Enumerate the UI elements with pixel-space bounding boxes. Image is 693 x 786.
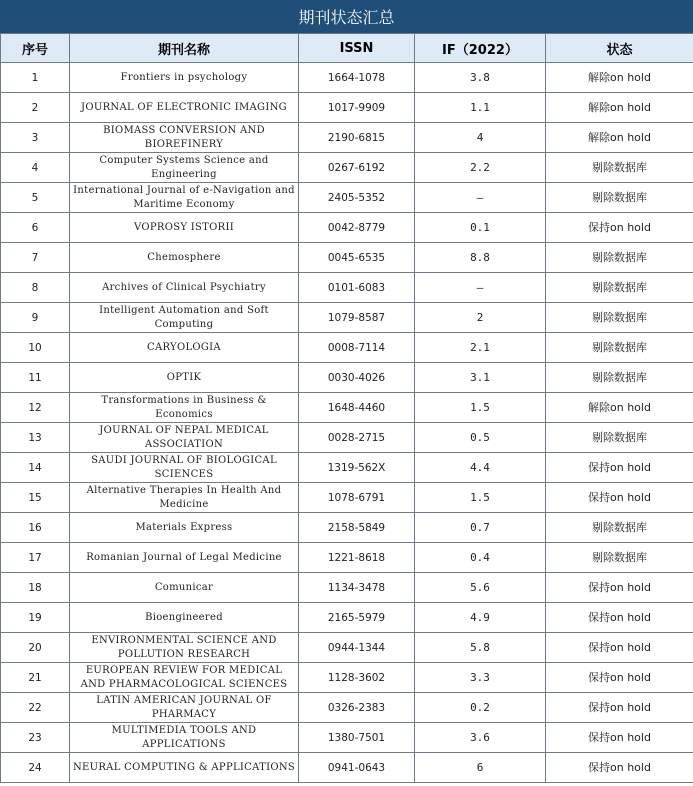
- table-row: [1, 213, 693, 243]
- journal-name: Intelligent Automation and Soft Computing: [70, 303, 299, 333]
- journal-name: Bioengineered: [70, 603, 299, 633]
- impact-factor: 1.1: [415, 93, 546, 123]
- journal-status: 剔除数据库: [546, 183, 693, 213]
- journal-status: 保持on hold: [546, 693, 693, 723]
- impact-factor: 6: [415, 753, 546, 783]
- impact-factor: —: [415, 183, 546, 213]
- journal-issn: 1128-3602: [299, 663, 415, 693]
- row-number: 23: [1, 723, 70, 753]
- table-row: [1, 663, 693, 693]
- journal-name: JOURNAL OF NEPAL MEDICAL ASSOCIATION: [70, 423, 299, 453]
- journal-issn: 1079-8587: [299, 303, 415, 333]
- journal-name: Romanian Journal of Legal Medicine: [70, 543, 299, 573]
- row-number: 18: [1, 573, 70, 603]
- journal-issn: 1221-8618: [299, 543, 415, 573]
- journal-issn: 1134-3478: [299, 573, 415, 603]
- journal-status: 剔除数据库: [546, 513, 693, 543]
- row-number: 15: [1, 483, 70, 513]
- journal-name: EUROPEAN REVIEW FOR MEDICAL AND PHARMACOLOGICAL SCIENCES: [70, 663, 299, 693]
- journal-issn: 0944-1344: [299, 633, 415, 663]
- journal-status: 保持on hold: [546, 603, 693, 633]
- journal-name: Alternative Therapies In Health And Medicine: [70, 483, 299, 513]
- journal-status: 保持on hold: [546, 453, 693, 483]
- journal-issn: 1664-1078: [299, 63, 415, 93]
- row-number: 6: [1, 213, 70, 243]
- journal-name: Archives of Clinical Psychiatry: [70, 273, 299, 303]
- table-row: [1, 363, 693, 393]
- row-number: 1: [1, 63, 70, 93]
- journal-status: 解除on hold: [546, 123, 693, 153]
- journal-status: 保持on hold: [546, 753, 693, 783]
- header-name: 期刊名称: [70, 34, 299, 63]
- table-row: [1, 183, 693, 213]
- journal-name: Transformations in Business & Economics: [70, 393, 299, 423]
- journal-status: 剔除数据库: [546, 243, 693, 273]
- table-row: [1, 243, 693, 273]
- row-number: 19: [1, 603, 70, 633]
- journal-issn: 2165-5979: [299, 603, 415, 633]
- row-number: 17: [1, 543, 70, 573]
- impact-factor: 2.2: [415, 153, 546, 183]
- row-number: 8: [1, 273, 70, 303]
- row-number: 20: [1, 633, 70, 663]
- row-number: 11: [1, 363, 70, 393]
- journal-status: 保持on hold: [546, 723, 693, 753]
- journal-issn: 0267-6192: [299, 153, 415, 183]
- header-status: 状态: [546, 34, 693, 63]
- impact-factor: 5.8: [415, 633, 546, 663]
- journal-status: 保持on hold: [546, 213, 693, 243]
- header-row: [1, 34, 693, 63]
- impact-factor: 0.2: [415, 693, 546, 723]
- impact-factor: 4.4: [415, 453, 546, 483]
- row-number: 16: [1, 513, 70, 543]
- journal-name: Computer Systems Science and Engineering: [70, 153, 299, 183]
- journal-name: JOURNAL OF ELECTRONIC IMAGING: [70, 93, 299, 123]
- row-number: 7: [1, 243, 70, 273]
- journal-status: 剔除数据库: [546, 273, 693, 303]
- journal-status: 剔除数据库: [546, 153, 693, 183]
- journal-name: CARYOLOGIA: [70, 333, 299, 363]
- impact-factor: 5.6: [415, 573, 546, 603]
- impact-factor: 1.5: [415, 393, 546, 423]
- journal-issn: 0030-4026: [299, 363, 415, 393]
- table-row: [1, 153, 693, 183]
- journal-status: 剔除数据库: [546, 423, 693, 453]
- table-row: [1, 693, 693, 723]
- row-number: 21: [1, 663, 70, 693]
- impact-factor: 0.5: [415, 423, 546, 453]
- table-row: [1, 303, 693, 333]
- row-number: 4: [1, 153, 70, 183]
- journal-issn: 1017-9909: [299, 93, 415, 123]
- journal-name: VOPROSY ISTORII: [70, 213, 299, 243]
- journal-status: 解除on hold: [546, 93, 693, 123]
- journal-issn: 2405-5352: [299, 183, 415, 213]
- row-number: 9: [1, 303, 70, 333]
- journal-status: 解除on hold: [546, 63, 693, 93]
- journal-name: Chemosphere: [70, 243, 299, 273]
- journal-name: OPTIK: [70, 363, 299, 393]
- journal-issn: 0941-0643: [299, 753, 415, 783]
- journal-issn: 2158-5849: [299, 513, 415, 543]
- journal-status: 保持on hold: [546, 573, 693, 603]
- journal-issn: 2190-6815: [299, 123, 415, 153]
- journal-status: 解除on hold: [546, 393, 693, 423]
- impact-factor: 2: [415, 303, 546, 333]
- table-row: [1, 603, 693, 633]
- journal-status: 保持on hold: [546, 633, 693, 663]
- journal-name: Frontiers in psychology: [70, 63, 299, 93]
- row-number: 13: [1, 423, 70, 453]
- table-row: [1, 453, 693, 483]
- table-row: [1, 333, 693, 363]
- table-row: [1, 63, 693, 93]
- impact-factor: 8.8: [415, 243, 546, 273]
- journal-name: International Journal of e-Navigation and Maritime Economy: [70, 183, 299, 213]
- table-row: [1, 573, 693, 603]
- row-number: 14: [1, 453, 70, 483]
- table-row: [1, 543, 693, 573]
- journal-issn: 0326-2383: [299, 693, 415, 723]
- table-row: [1, 483, 693, 513]
- header-no: 序号: [1, 34, 70, 63]
- journal-name: SAUDI JOURNAL OF BIOLOGICAL SCIENCES: [70, 453, 299, 483]
- table-row: [1, 93, 693, 123]
- impact-factor: —: [415, 273, 546, 303]
- table-row: [1, 633, 693, 663]
- impact-factor: 0.4: [415, 543, 546, 573]
- header-if: IF（2022）: [415, 34, 546, 63]
- journal-issn: 0101-6083: [299, 273, 415, 303]
- impact-factor: 2.1: [415, 333, 546, 363]
- row-number: 22: [1, 693, 70, 723]
- journal-status: 保持on hold: [546, 483, 693, 513]
- journal-status: 剔除数据库: [546, 333, 693, 363]
- journal-name: Comunicar: [70, 573, 299, 603]
- row-number: 10: [1, 333, 70, 363]
- row-number: 24: [1, 753, 70, 783]
- journal-name: Materials Express: [70, 513, 299, 543]
- table-row: [1, 123, 693, 153]
- journal-status: 剔除数据库: [546, 363, 693, 393]
- row-number: 5: [1, 183, 70, 213]
- impact-factor: 3.6: [415, 723, 546, 753]
- journal-name: MULTIMEDIA TOOLS AND APPLICATIONS: [70, 723, 299, 753]
- journal-issn: 0028-2715: [299, 423, 415, 453]
- journal-status: 保持on hold: [546, 663, 693, 693]
- journal-issn: 1078-6791: [299, 483, 415, 513]
- header-issn: ISSN: [299, 34, 415, 63]
- row-number: 12: [1, 393, 70, 423]
- impact-factor: 0.7: [415, 513, 546, 543]
- journal-issn: 0042-8779: [299, 213, 415, 243]
- journal-name: NEURAL COMPUTING & APPLICATIONS: [70, 753, 299, 783]
- row-number: 2: [1, 93, 70, 123]
- impact-factor: 3.1: [415, 363, 546, 393]
- table-row: [1, 513, 693, 543]
- impact-factor: 4.9: [415, 603, 546, 633]
- impact-factor: 3.8: [415, 63, 546, 93]
- table-row: [1, 273, 693, 303]
- table-row: [1, 753, 693, 783]
- sheet-title: 期刊状态汇总: [0, 0, 693, 34]
- journal-name: ENVIRONMENTAL SCIENCE AND POLLUTION RESEARCH: [70, 633, 299, 663]
- table-row: [1, 393, 693, 423]
- journal-table: [0, 33, 693, 783]
- row-number: 3: [1, 123, 70, 153]
- journal-name: LATIN AMERICAN JOURNAL OF PHARMACY: [70, 693, 299, 723]
- journal-issn: 1648-4460: [299, 393, 415, 423]
- journal-status: 剔除数据库: [546, 303, 693, 333]
- table-row: [1, 423, 693, 453]
- impact-factor: 1.5: [415, 483, 546, 513]
- journal-issn: 0045-6535: [299, 243, 415, 273]
- journal-issn: 0008-7114: [299, 333, 415, 363]
- impact-factor: 0.1: [415, 213, 546, 243]
- journal-status: 剔除数据库: [546, 543, 693, 573]
- journal-name: BIOMASS CONVERSION AND BIOREFINERY: [70, 123, 299, 153]
- journal-issn: 1319-562X: [299, 453, 415, 483]
- journal-issn: 1380-7501: [299, 723, 415, 753]
- impact-factor: 4: [415, 123, 546, 153]
- impact-factor: 3.3: [415, 663, 546, 693]
- table-row: [1, 723, 693, 753]
